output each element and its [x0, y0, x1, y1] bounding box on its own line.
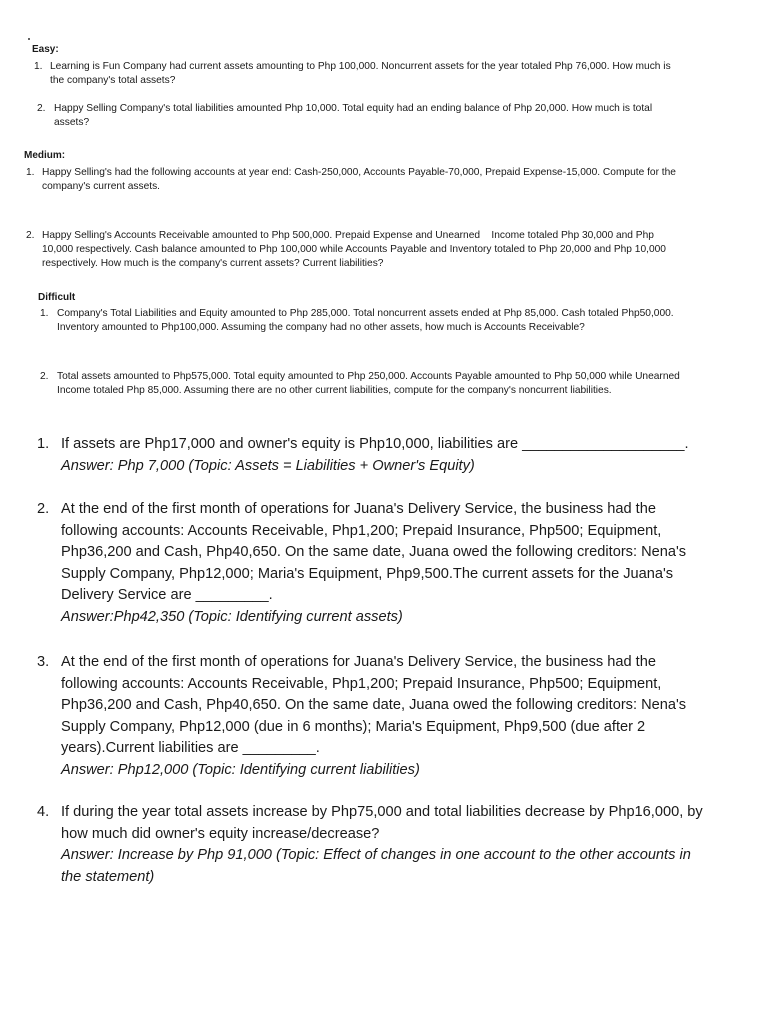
- answer-line: Answer:Php42,350 (Topic: Identifying current assets): [61, 608, 403, 625]
- question-number: 2.: [37, 501, 50, 517]
- question-number: 4.: [37, 804, 50, 820]
- item-number: 2.: [40, 371, 49, 382]
- medium-heading: Medium:: [24, 150, 66, 161]
- item-line: Inventory amounted to Php100,000. Assuming the company had no other assets, how much is Accounts Receivable?: [57, 322, 585, 333]
- item-line: Happy Selling Company's total liabilities amounted Php 10,000. Total equity had an ending balance of Php 20,000. How much is total: [54, 103, 653, 114]
- question-line: following accounts: Accounts Receivable, Php1,200; Prepaid Insurance, Php500; Equipment,: [61, 522, 662, 539]
- question-line: At the end of the first month of operations for Juana's Delivery Service, the business had the: [61, 654, 656, 670]
- item-line: Income totaled Php 85,000. Assuming there are no other current liabilities, compute for the company's noncurrent liabilities.: [57, 385, 612, 396]
- bullet-dot: [28, 38, 30, 40]
- question-number: 3.: [37, 654, 50, 670]
- item-text: [42, 166, 676, 194]
- easy-heading: Easy:: [32, 44, 59, 55]
- item-text: [57, 370, 680, 398]
- question-line: years).Current liabilities are _________.: [61, 740, 320, 756]
- item-number: 1.: [26, 167, 35, 178]
- question-line: Delivery Service are _________.: [61, 587, 273, 603]
- question-number: 1.: [37, 436, 50, 452]
- question-body: [61, 434, 751, 477]
- item-number: 1.: [40, 308, 49, 319]
- question-line: Supply Company, Php12,000 (due in 6 months); Maria's Equipment, Php9,500 (due after 2: [61, 718, 646, 735]
- item-line: Learning is Fun Company had current assets amounting to Php 100,000. Noncurrent assets for the year totaled Php 76,000. How much is: [50, 61, 671, 72]
- question-body: [61, 652, 751, 781]
- item-number: 2.: [26, 230, 35, 241]
- item-line: respectively. How much is the company's current assets? Current liabilities?: [42, 258, 384, 269]
- question-line: If during the year total assets increase by Php75,000 and total liabilities decrease by Php16,000, by: [61, 804, 703, 820]
- answer-line: Answer: Php 7,000 (Topic: Assets = Liabilities + Owner's Equity): [61, 457, 475, 474]
- item-line: Total assets amounted to Php575,000. Total equity amounted to Php 250,000. Accounts Payable amounted to Php 50,000 while Unearned: [57, 371, 680, 382]
- item-line: 10,000 respectively. Cash balance amounted to Php 100,000 while Accounts Payable and Inventory totaled to Php 20,000 and Php 10,000: [42, 244, 666, 255]
- question-line: If assets are Php17,000 and owner's equity is Php10,000, liabilities are ____________________.: [61, 436, 689, 452]
- item-text: [54, 102, 652, 130]
- item-line: assets?: [54, 117, 90, 128]
- question-line: At the end of the first month of operations for Juana's Delivery Service, the business had the: [61, 501, 656, 517]
- item-text: [50, 60, 671, 88]
- item-number: 1.: [34, 61, 43, 72]
- question-line: following accounts: Accounts Receivable, Php1,200; Prepaid Insurance, Php500; Equipment,: [61, 675, 662, 692]
- item-text: [42, 229, 666, 271]
- question-body: [61, 499, 751, 628]
- item-line: Company's Total Liabilities and Equity amounted to Php 285,000. Total noncurrent assets ended at Php 85,000. Cash totaled Php50,000.: [57, 308, 674, 319]
- question-line: Php36,200 and Cash, Php40,650. On the same date, Juana owed the following creditors: Nena's: [61, 544, 687, 560]
- question-line: Php36,200 and Cash, Php40,650. On the same date, Juana owed the following creditors: Nena's: [61, 697, 687, 713]
- question-line: Supply Company, Php12,000; Maria's Equipment, Php9,500.The current assets for the Juana's: [61, 565, 674, 582]
- answer-line: Answer: Increase by Php 91,000 (Topic: Effect of changes in one account to the other accounts in: [61, 847, 691, 863]
- difficult-heading: Difficult: [38, 292, 76, 303]
- item-line: the company's total assets?: [50, 75, 176, 86]
- item-line: Happy Selling's had the following accounts at year end: Cash-250,000, Accounts Payable-70,000, Prepaid Expense-15,000. Compute for the: [42, 167, 676, 178]
- question-line: how much did owner's equity increase/decrease?: [61, 825, 380, 842]
- item-line: company's current assets.: [42, 181, 161, 192]
- item-text: [57, 307, 674, 335]
- answer-line: the statement): [61, 868, 155, 885]
- item-number: 2.: [37, 103, 46, 114]
- item-line: Happy Selling's Accounts Receivable amounted to Php 500,000. Prepaid Expense and Unearned Income totaled Php 30,000 and Php: [42, 230, 654, 241]
- question-body: [61, 802, 751, 888]
- answer-line: Answer: Php12,000 (Topic: Identifying current liabilities): [61, 761, 420, 778]
